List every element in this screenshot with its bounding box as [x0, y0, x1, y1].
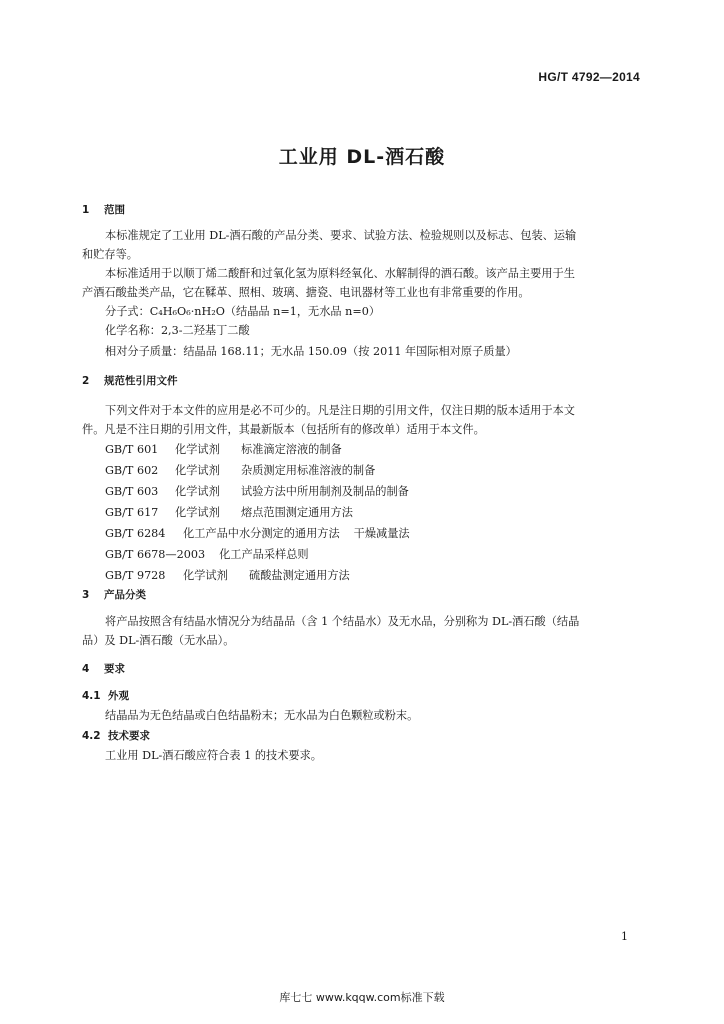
- section-2-heading: [82, 373, 178, 388]
- reference-category: 化工产品中水分测定的通用方法: [183, 527, 340, 540]
- reference-category: 化学试剂: [175, 464, 220, 477]
- reference-code: GB/T 603: [105, 485, 159, 498]
- reference-code: GB/T 617: [105, 506, 159, 519]
- section-title: 外观: [108, 690, 129, 702]
- reference-category: 化学试剂: [175, 485, 220, 498]
- reference-item: [105, 441, 342, 457]
- section-title: 规范性引用文件: [104, 375, 178, 387]
- reference-category: 化工产品采样总则: [219, 548, 309, 561]
- reference-item: [105, 504, 353, 520]
- section-title: 要求: [104, 663, 125, 675]
- reference-item: [105, 525, 410, 541]
- paragraph-line: 工业用 DL-酒石酸应符合表 1 的技术要求。: [105, 749, 322, 762]
- reference-title: 硫酸盐测定通用方法: [249, 569, 350, 582]
- standard-code: HG/T 4792—2014: [538, 70, 640, 84]
- section-4-1-heading: [82, 688, 129, 703]
- reference-title: 熔点范围测定通用方法: [241, 506, 353, 519]
- section-1-heading: [82, 202, 125, 217]
- document-title: 工业用 DL-酒石酸: [278, 146, 446, 168]
- reference-title: 杂质测定用标准溶液的制备: [241, 464, 376, 477]
- paragraph-line: 和贮存等。: [82, 248, 138, 261]
- reference-title: 标准滴定溶液的制备: [241, 443, 342, 456]
- footer-watermark: 库七七 www.kqqw.com标准下载: [279, 991, 445, 1004]
- reference-item: [105, 546, 309, 562]
- section-4-heading: [82, 661, 125, 676]
- section-number: 4.2: [82, 730, 101, 742]
- reference-item: [105, 567, 350, 583]
- section-3-heading: [82, 587, 146, 602]
- reference-category: 化学试剂: [175, 506, 220, 519]
- section-title: 产品分类: [104, 589, 146, 601]
- section-title: 技术要求: [108, 730, 150, 742]
- reference-category: 化学试剂: [183, 569, 228, 582]
- paragraph-line: 结晶品为无色结晶或白色结晶粉末；无水品为白色颗粒或粉末。: [105, 709, 419, 722]
- reference-category: 化学试剂: [175, 443, 220, 456]
- chemical-name: 化学名称：2,3-二羟基丁二酸: [105, 324, 250, 337]
- reference-item: [105, 483, 409, 499]
- paragraph-line: 品）及 DL-酒石酸（无水品）。: [82, 634, 235, 647]
- reference-title: 干燥减量法: [353, 527, 410, 540]
- reference-item: [105, 462, 375, 478]
- paragraph-line: 本标准适用于以顺丁烯二酸酐和过氧化氢为原料经氧化、水解制得的酒石酸。该产品主要用于生: [105, 267, 575, 280]
- molecular-mass: 相对分子质量：结晶品 168.11；无水品 150.09（按 2011 年国际相对原子质量）: [105, 345, 517, 358]
- section-4-2-heading: [82, 728, 150, 743]
- reference-code: GB/T 602: [105, 464, 159, 477]
- section-number: 4.1: [82, 690, 101, 702]
- section-number: 2: [82, 375, 90, 387]
- paragraph-line: 下列文件对于本文件的应用是必不可少的。凡是注日期的引用文件，仅注日期的版本适用于本文: [105, 404, 575, 417]
- section-number: 3: [82, 589, 90, 601]
- paragraph-line: 将产品按照含有结晶水情况分为结晶品（含 1 个结晶水）及无水品，分别称为 DL-酒石酸（结晶: [105, 615, 580, 628]
- section-title: 范围: [104, 204, 125, 216]
- molecular-formula: 分子式：C₄H₆O₆·nH₂O（结晶品 n=1，无水品 n=0）: [105, 305, 381, 318]
- section-number: 4: [82, 663, 90, 675]
- reference-code: GB/T 601: [105, 443, 159, 456]
- page-number: 1: [621, 930, 628, 943]
- reference-code: GB/T 6284: [105, 527, 166, 540]
- paragraph-line: 件。凡是不注日期的引用文件，其最新版本（包括所有的修改单）适用于本文件。: [82, 423, 485, 436]
- section-number: 1: [82, 204, 90, 216]
- reference-code: GB/T 6678—2003: [105, 548, 206, 561]
- reference-code: GB/T 9728: [105, 569, 166, 582]
- paragraph-line: 本标准规定了工业用 DL-酒石酸的产品分类、要求、试验方法、检验规则以及标志、包装、运输: [105, 229, 577, 242]
- reference-title: 试验方法中所用制剂及制品的制备: [241, 485, 409, 498]
- paragraph-line: 产酒石酸盐类产品，它在鞣革、照相、玻璃、搪瓷、电讯器材等工业也有非常重要的作用。: [82, 286, 530, 299]
